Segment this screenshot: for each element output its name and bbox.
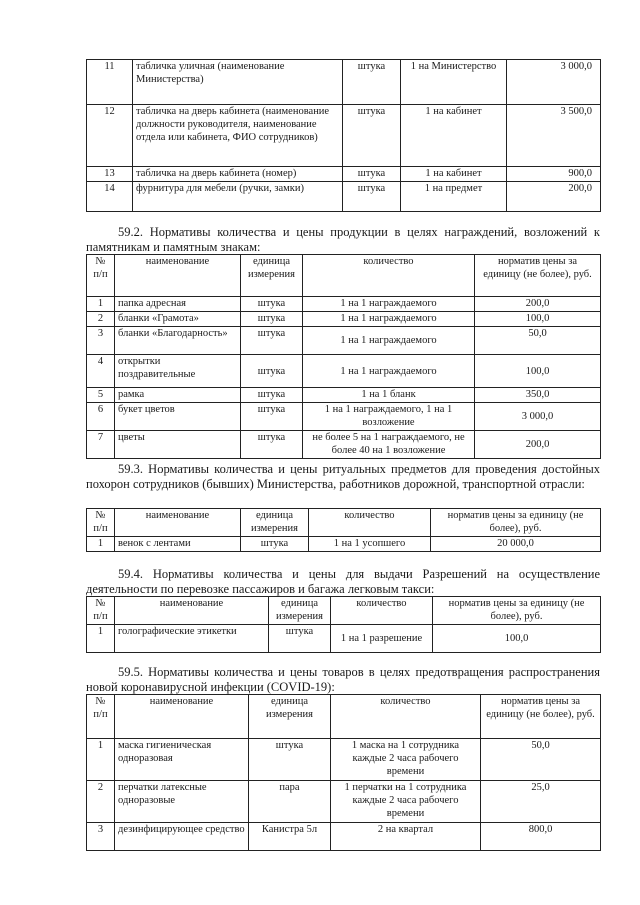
item-price: 3 500,0: [507, 105, 601, 167]
item-price: 200,0: [475, 297, 601, 312]
item-quantity: 1 на кабинет: [401, 105, 507, 167]
table-59-2: [86, 254, 601, 459]
header-price: норматив цены за единицу (не более), руб.: [475, 255, 601, 297]
item-name: венок с лентами: [115, 537, 241, 552]
item-quantity: 1 на 1 разрешение: [331, 625, 433, 653]
row-number: 1: [87, 297, 115, 312]
section-heading-59-2: 59.2. Нормативы количества и цены продукции в целях награждений, возложений к памятникам и памятным знакам:: [86, 225, 600, 254]
header-quantity: количество: [331, 597, 433, 625]
table-header-row: [87, 509, 601, 537]
item-price: 50,0: [475, 327, 601, 355]
table-row: [87, 625, 601, 653]
item-unit: штука: [343, 167, 401, 182]
table-59-3: [86, 508, 601, 552]
item-name: бланки «Грамота»: [115, 312, 241, 327]
table-top: [86, 59, 601, 212]
item-price: 350,0: [475, 388, 601, 403]
item-quantity: 1 маска на 1 сотрудника каждые 2 часа рабочего времени: [331, 739, 481, 781]
header-name: наименование: [115, 695, 249, 739]
item-price: 50,0: [481, 739, 601, 781]
header-unit: единица измерения: [269, 597, 331, 625]
item-quantity: 1 на 1 награждаемого: [303, 327, 475, 355]
item-name: табличка на дверь кабинета (наименование должности руководителя, наименование отдела или кабинета, ФИО сотрудников): [133, 105, 343, 167]
row-number: 11: [87, 60, 133, 105]
table-row: [87, 355, 601, 388]
item-unit: штука: [241, 388, 303, 403]
row-number: 7: [87, 431, 115, 459]
row-number: 3: [87, 327, 115, 355]
table-row: [87, 431, 601, 459]
header-unit: единица измерения: [249, 695, 331, 739]
item-quantity: 2 на квартал: [331, 823, 481, 851]
header-quantity: количество: [331, 695, 481, 739]
item-price: 100,0: [433, 625, 601, 653]
header-unit: единица измерения: [241, 255, 303, 297]
table-header-row: [87, 695, 601, 739]
header-unit: единица измерения: [241, 509, 309, 537]
table-row: [87, 312, 601, 327]
header-number: № п/п: [87, 255, 115, 297]
item-name: табличка уличная (наименование Министерства): [133, 60, 343, 105]
item-name: бланки «Благодарность»: [115, 327, 241, 355]
item-unit: Канистра 5л: [249, 823, 331, 851]
item-price: 800,0: [481, 823, 601, 851]
item-unit: штука: [241, 312, 303, 327]
item-price: 25,0: [481, 781, 601, 823]
item-unit: штука: [241, 355, 303, 388]
row-number: 14: [87, 182, 133, 212]
table-row: [87, 403, 601, 431]
header-name: наименование: [115, 255, 241, 297]
header-price: норматив цены за единицу (не более), руб.: [433, 597, 601, 625]
item-quantity: не более 5 на 1 награждаемого, не более 40 на 1 возложение: [303, 431, 475, 459]
item-quantity: 1 на 1 награждаемого: [303, 355, 475, 388]
row-number: 1: [87, 739, 115, 781]
table-row: [87, 537, 601, 552]
item-name: маска гигиеническая одноразовая: [115, 739, 249, 781]
item-unit: пара: [249, 781, 331, 823]
item-name: папка адресная: [115, 297, 241, 312]
item-name: букет цветов: [115, 403, 241, 431]
item-quantity: 1 на 1 награждаемого: [303, 297, 475, 312]
item-unit: штука: [241, 403, 303, 431]
item-name: рамка: [115, 388, 241, 403]
item-price: 200,0: [475, 431, 601, 459]
table-row: [87, 739, 601, 781]
table-header-row: [87, 255, 601, 297]
row-number: 3: [87, 823, 115, 851]
row-number: 12: [87, 105, 133, 167]
item-name: открытки поздравительные: [115, 355, 241, 388]
table-59-5: [86, 694, 601, 851]
header-quantity: количество: [309, 509, 431, 537]
row-number: 1: [87, 625, 115, 653]
table-row: [87, 327, 601, 355]
header-price: норматив цены за единицу (не более), руб.: [431, 509, 601, 537]
table-header-row: [87, 597, 601, 625]
item-name: дезинфицирующее средство: [115, 823, 249, 851]
table-row: [87, 105, 601, 167]
table-row: [87, 297, 601, 312]
row-number: 13: [87, 167, 133, 182]
item-price: 900,0: [507, 167, 601, 182]
item-name: фурнитура для мебели (ручки, замки): [133, 182, 343, 212]
header-number: № п/п: [87, 597, 115, 625]
item-quantity: 1 на Министерство: [401, 60, 507, 105]
row-number: 2: [87, 312, 115, 327]
item-quantity: 1 на 1 награждаемого, 1 на 1 возложение: [303, 403, 475, 431]
item-unit: штука: [241, 297, 303, 312]
item-unit: штука: [343, 60, 401, 105]
item-quantity: 1 на 1 бланк: [303, 388, 475, 403]
item-quantity: 1 на 1 награждаемого: [303, 312, 475, 327]
item-price: 100,0: [475, 355, 601, 388]
item-price: 100,0: [475, 312, 601, 327]
section-heading-59-5: 59.5. Нормативы количества и цены товаров в целях предотвращения распространения новой коронавирусной инфекции (COVID-19):: [86, 665, 600, 694]
table-row: [87, 182, 601, 212]
item-unit: штука: [343, 105, 401, 167]
item-name: перчатки латексные одноразовые: [115, 781, 249, 823]
row-number: 5: [87, 388, 115, 403]
item-quantity: 1 на 1 усопшего: [309, 537, 431, 552]
item-unit: штука: [241, 327, 303, 355]
item-name: цветы: [115, 431, 241, 459]
section-heading-59-3: 59.3. Нормативы количества и цены ритуальных предметов для проведения достойных похорон сотрудников (бывших) Министерства, работников дорожной, транспортной отрасли:: [86, 462, 600, 491]
item-price: 200,0: [507, 182, 601, 212]
item-name: табличка на дверь кабинета (номер): [133, 167, 343, 182]
item-price: 3 000,0: [475, 403, 601, 431]
section-heading-59-4: 59.4. Нормативы количества и цены для выдачи Разрешений на осуществление деятельности по перевозке пассажиров и багажа легковым такси:: [86, 567, 600, 596]
table-row: [87, 388, 601, 403]
item-quantity: 1 на кабинет: [401, 167, 507, 182]
header-name: наименование: [115, 597, 269, 625]
table-row: [87, 60, 601, 105]
item-quantity: 1 на предмет: [401, 182, 507, 212]
row-number: 4: [87, 355, 115, 388]
header-quantity: количество: [303, 255, 475, 297]
row-number: 1: [87, 537, 115, 552]
row-number: 6: [87, 403, 115, 431]
item-unit: штука: [249, 739, 331, 781]
table-row: [87, 823, 601, 851]
item-name: голографические этикетки: [115, 625, 269, 653]
item-unit: штука: [241, 431, 303, 459]
row-number: 2: [87, 781, 115, 823]
item-price: 3 000,0: [507, 60, 601, 105]
item-quantity: 1 перчатки на 1 сотрудника каждые 2 часа рабочего времени: [331, 781, 481, 823]
header-number: № п/п: [87, 509, 115, 537]
header-name: наименование: [115, 509, 241, 537]
item-unit: штука: [269, 625, 331, 653]
item-unit: штука: [343, 182, 401, 212]
item-price: 20 000,0: [431, 537, 601, 552]
header-price: норматив цены за единицу (не более), руб.: [481, 695, 601, 739]
table-row: [87, 781, 601, 823]
table-59-4: [86, 596, 601, 653]
header-number: № п/п: [87, 695, 115, 739]
item-unit: штука: [241, 537, 309, 552]
table-row: [87, 167, 601, 182]
